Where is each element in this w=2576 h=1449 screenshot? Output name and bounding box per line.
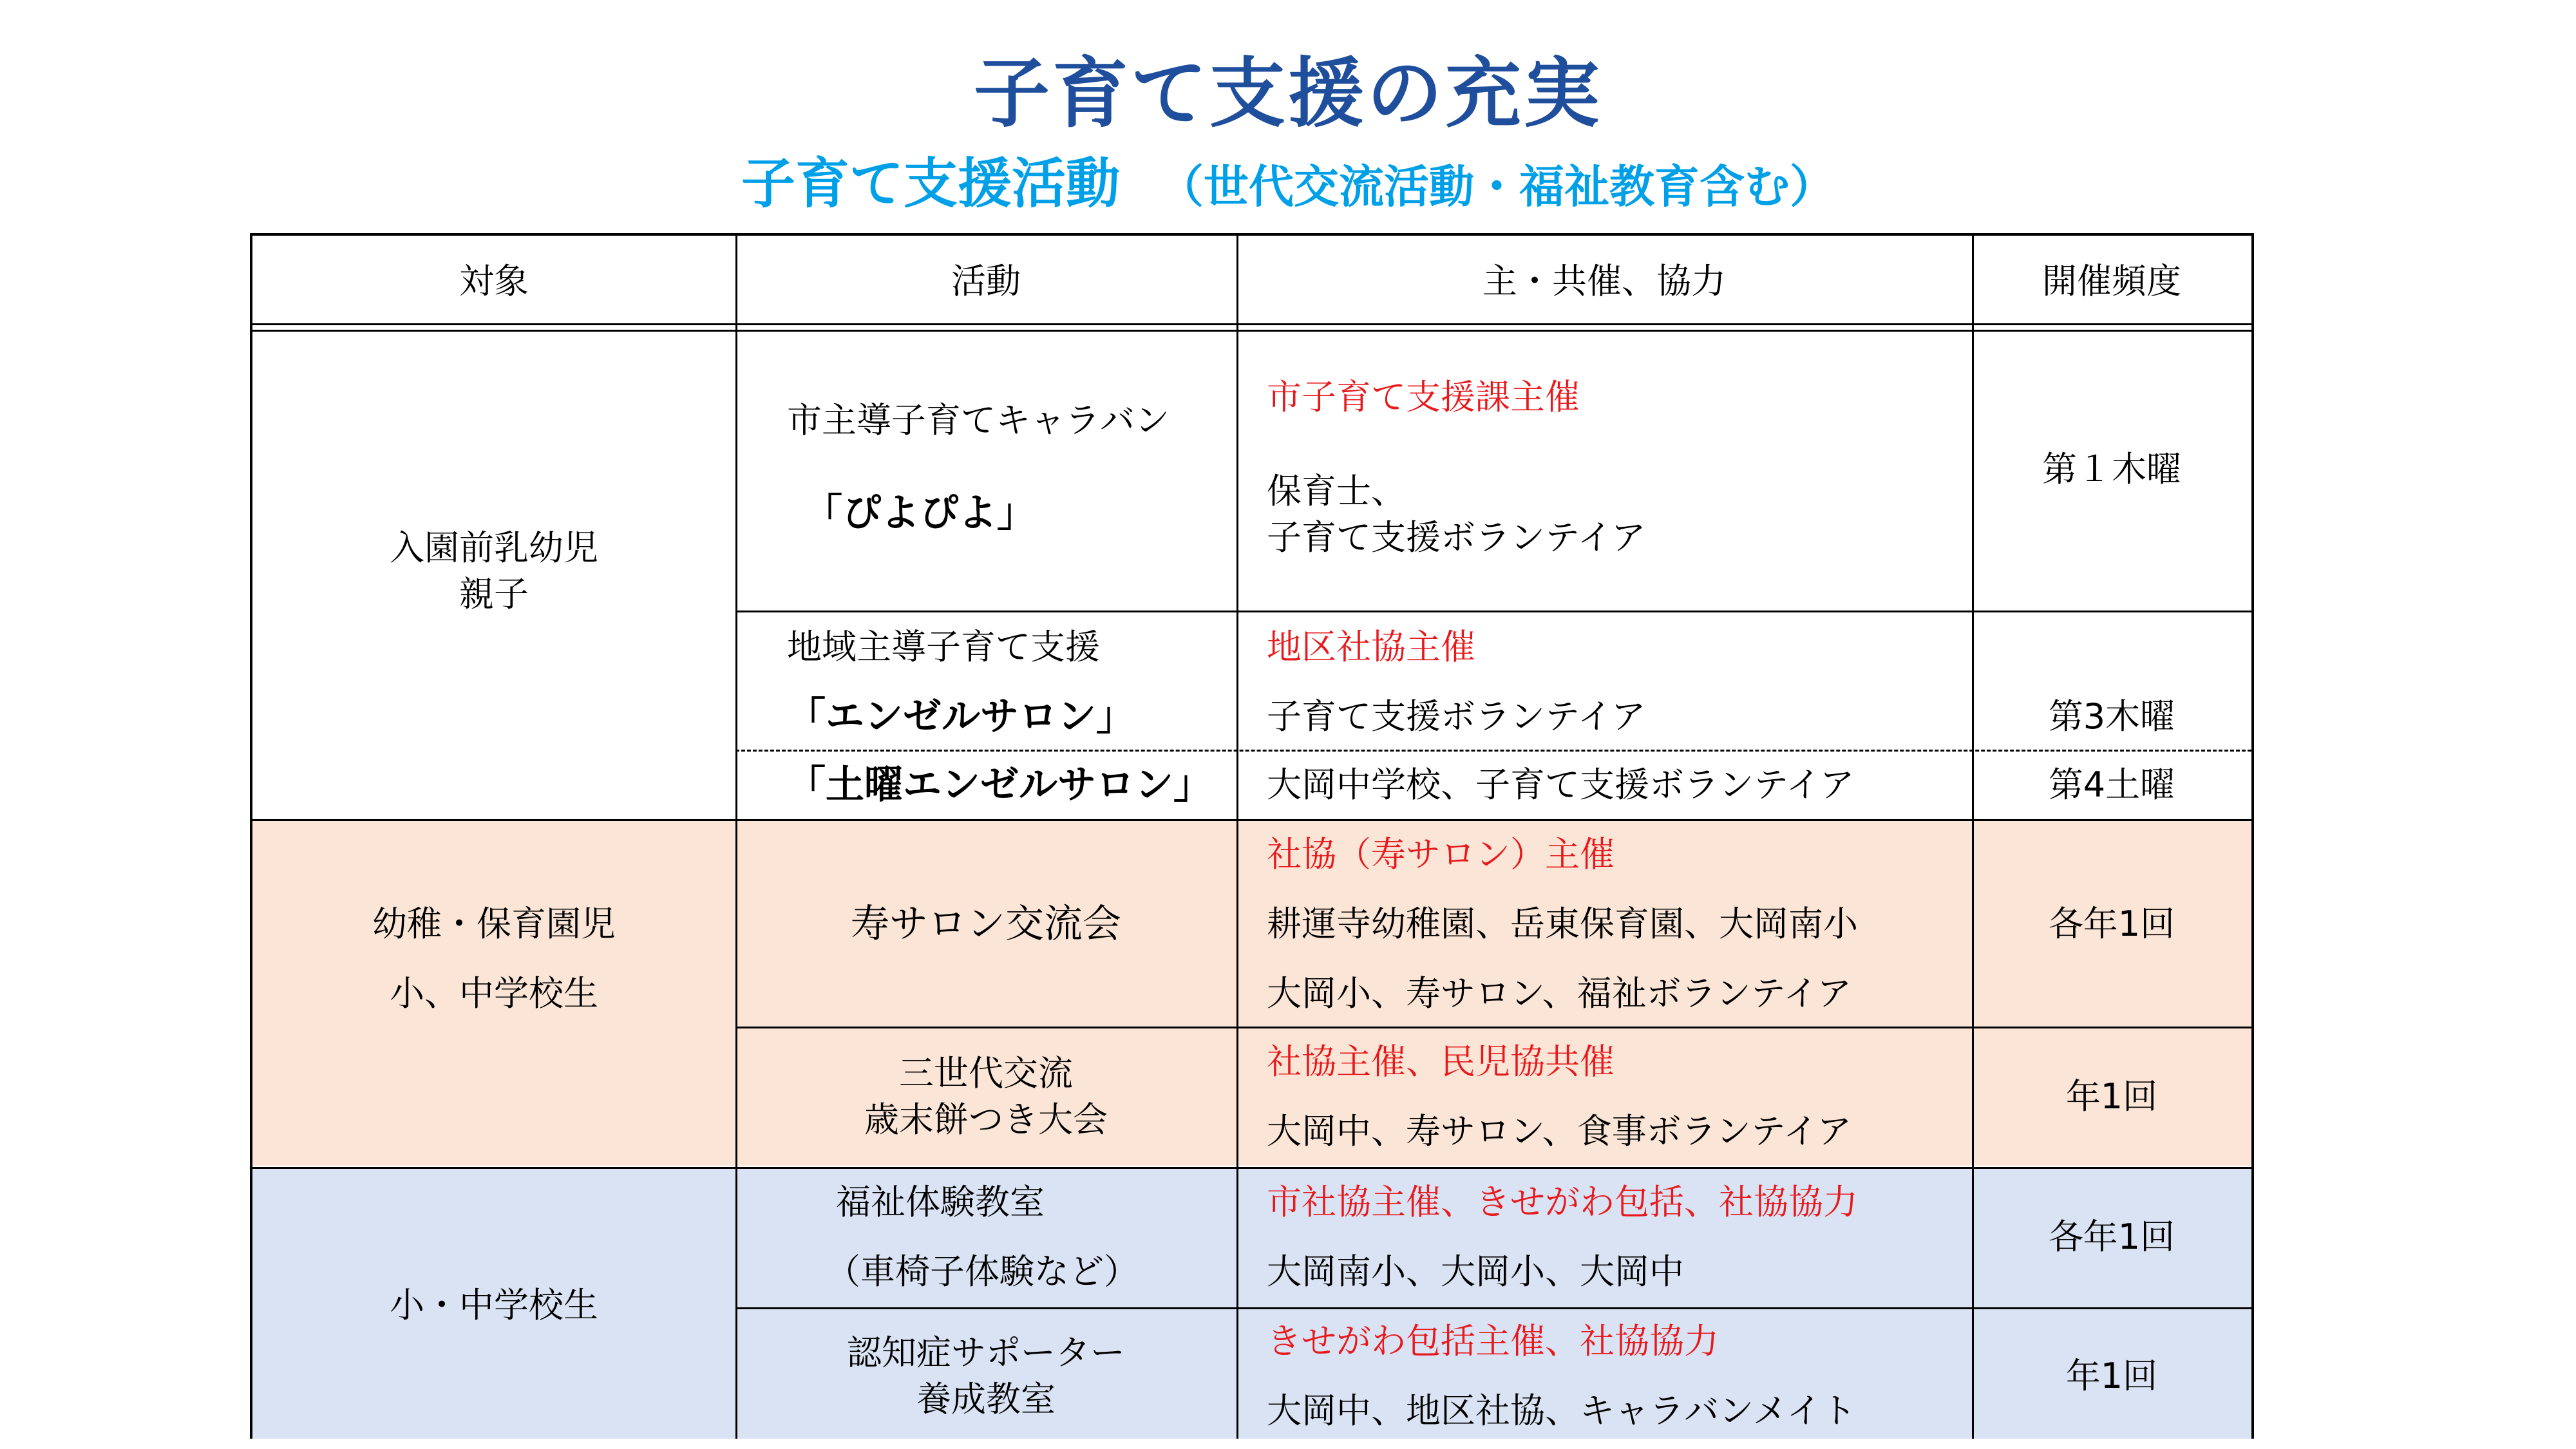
organizer-main-welfare: 市社協主催、きせがわ包括、社協協力 (1267, 1182, 1858, 1222)
activity-welfare-line2: （車椅子体験など） (826, 1251, 1139, 1292)
header-organizer: 主・共催、協力 (1482, 261, 1726, 301)
organizer-main-dementia: きせがわ包括主催、社協協力 (1267, 1321, 1719, 1361)
frequency-piyopiyo: 第１木曜 (2042, 449, 2181, 489)
organizer-main-piyopiyo: 市子育て支援課主催 (1267, 377, 1580, 417)
frequency-angel: 第3木曜 (2048, 696, 2175, 737)
organizer-welfare: 大岡南小、大岡小、大岡中 (1267, 1251, 1684, 1292)
activity-dementia-line2: 養成教室 (916, 1379, 1056, 1419)
page-subtitle (0, 145, 2576, 225)
activity-dementia-line1: 認知症サポーター (847, 1332, 1125, 1373)
page-title: 子育て支援の充実 (973, 49, 1602, 138)
header-line-1 (252, 323, 2251, 325)
col-divider-1 (735, 236, 737, 1439)
activity-angel-line1: 地域主導子育て支援 (787, 627, 1100, 667)
organizer-main-kotobuki: 社協（寿サロン）主催 (1267, 834, 1615, 875)
target-children-line2: 小、中学校生 (390, 973, 598, 1014)
activity-mochitsuki-line2: 歳末餅つき大会 (864, 1099, 1108, 1140)
group-line-2 (252, 1167, 2251, 1169)
activity-mochitsuki-line1: 三世代交流 (899, 1053, 1073, 1094)
row-dash-line (735, 750, 2251, 752)
target-infants-line2: 親子 (459, 574, 529, 614)
organizer-angel: 子育て支援ボランテイア (1267, 696, 1646, 737)
row-line-2 (735, 1027, 2251, 1028)
organizer-piyopiyo-line2: 子育て支援ボランテイア (1267, 517, 1646, 558)
col-divider-2 (1236, 236, 1238, 1439)
organizer-main-angel: 地区社協主催 (1267, 627, 1475, 667)
header-frequency: 開催頻度 (2042, 261, 2181, 301)
activity-saturday-angel: 「土曜エンゼルサロン」 (787, 762, 1212, 808)
organizer-piyopiyo-line1: 保育士、 (1267, 471, 1406, 511)
activity-welfare-line1: 福祉体験教室 (836, 1182, 1045, 1222)
target-students: 小・中学校生 (390, 1285, 598, 1325)
frequency-mochitsuki: 年1回 (2065, 1076, 2158, 1117)
row-line-1 (735, 611, 2251, 612)
activity-table (250, 233, 2254, 1439)
activity-kotobuki: 寿サロン交流会 (851, 902, 1121, 947)
organizer-saturday-angel: 大岡中学校、子育て支援ボランテイア (1267, 764, 1855, 805)
activity-piyopiyo-line2: 「ぴよぴよ」 (804, 491, 1036, 536)
organizer-main-mochitsuki: 社協主催、民児協共催 (1267, 1041, 1615, 1082)
organizer-kotobuki-line1: 耕運寺幼稚園、岳東保育園、大岡南小 (1267, 904, 1858, 944)
header-target: 対象 (459, 261, 529, 301)
frequency-welfare: 各年1回 (2048, 1217, 2175, 1257)
subtitle-paren: （世代交流活動・福祉教育含む） (1159, 160, 1835, 213)
frequency-dementia: 年1回 (2065, 1356, 2158, 1396)
organizer-kotobuki-line2: 大岡小、寿サロン、福祉ボランテイア (1267, 973, 1852, 1014)
header-line-2 (252, 330, 2251, 332)
organizer-mochitsuki: 大岡中、寿サロン、食事ボランテイア (1267, 1111, 1852, 1151)
frequency-saturday-angel: 第4土曜 (2048, 764, 2175, 805)
frequency-kotobuki: 各年1回 (2048, 904, 2175, 944)
header-activity: 活動 (951, 261, 1021, 301)
subtitle-main: 子育て支援活動 (741, 152, 1120, 215)
target-children: 幼稚・保育園児 (372, 904, 616, 944)
row-line-3 (735, 1307, 2251, 1309)
activity-angel-line2: 「エンゼルサロン」 (787, 694, 1135, 739)
activity-piyopiyo-line1: 市主導子育てキャラバン (787, 400, 1170, 440)
target-infants: 入園前乳幼児 (390, 527, 598, 568)
group-line-1 (252, 819, 2251, 821)
organizer-dementia: 大岡中、地区社協、キャラバンメイト (1267, 1390, 1857, 1431)
